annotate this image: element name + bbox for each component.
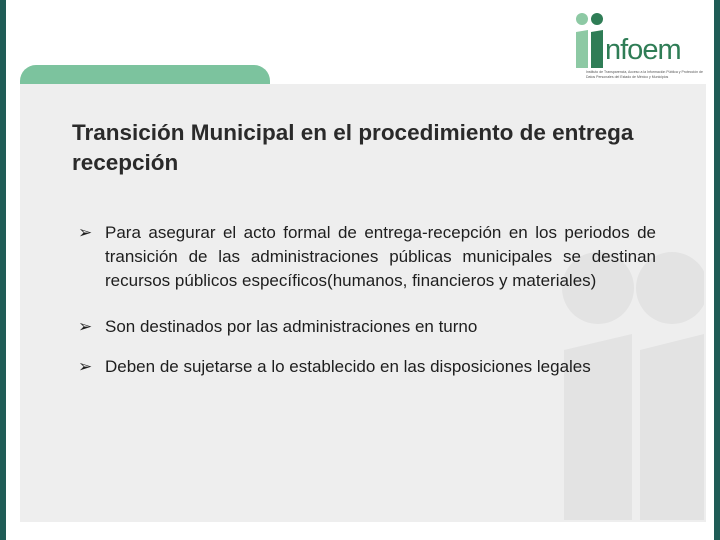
arrow-bullet-icon: ➢ [78, 317, 93, 336]
infoem-logo [574, 10, 704, 90]
arrow-bullet-icon: ➢ [78, 223, 93, 242]
bullet-text: Son destinados por las administraciones en turno [105, 317, 478, 336]
slide [6, 0, 714, 540]
logo-wordmark: nfoem [605, 34, 681, 66]
bullet-item [78, 315, 656, 339]
logo-mark-icon [574, 12, 608, 70]
bullet-text: Para asegurar el acto formal de entrega-recepción en los periodos de transición de las administraciones públicas municipales se destinan recursos públicos específicos(humanos, financieros y materiales) [105, 223, 656, 290]
arrow-bullet-icon: ➢ [78, 357, 93, 376]
bullet-item [78, 355, 656, 379]
slide-title: Transición Municipal en el procedimiento de entrega recepción [72, 120, 634, 175]
logo-subtitle: Instituto de Transparencia, Acceso a la Información Pública y Protección de Datos Personales del Estado de México y Municipios [586, 70, 703, 79]
bullet-text: Deben de sujetarse a lo establecido en las disposiciones legales [105, 357, 591, 376]
bullet-item [78, 221, 656, 293]
bullet-list [78, 221, 656, 379]
